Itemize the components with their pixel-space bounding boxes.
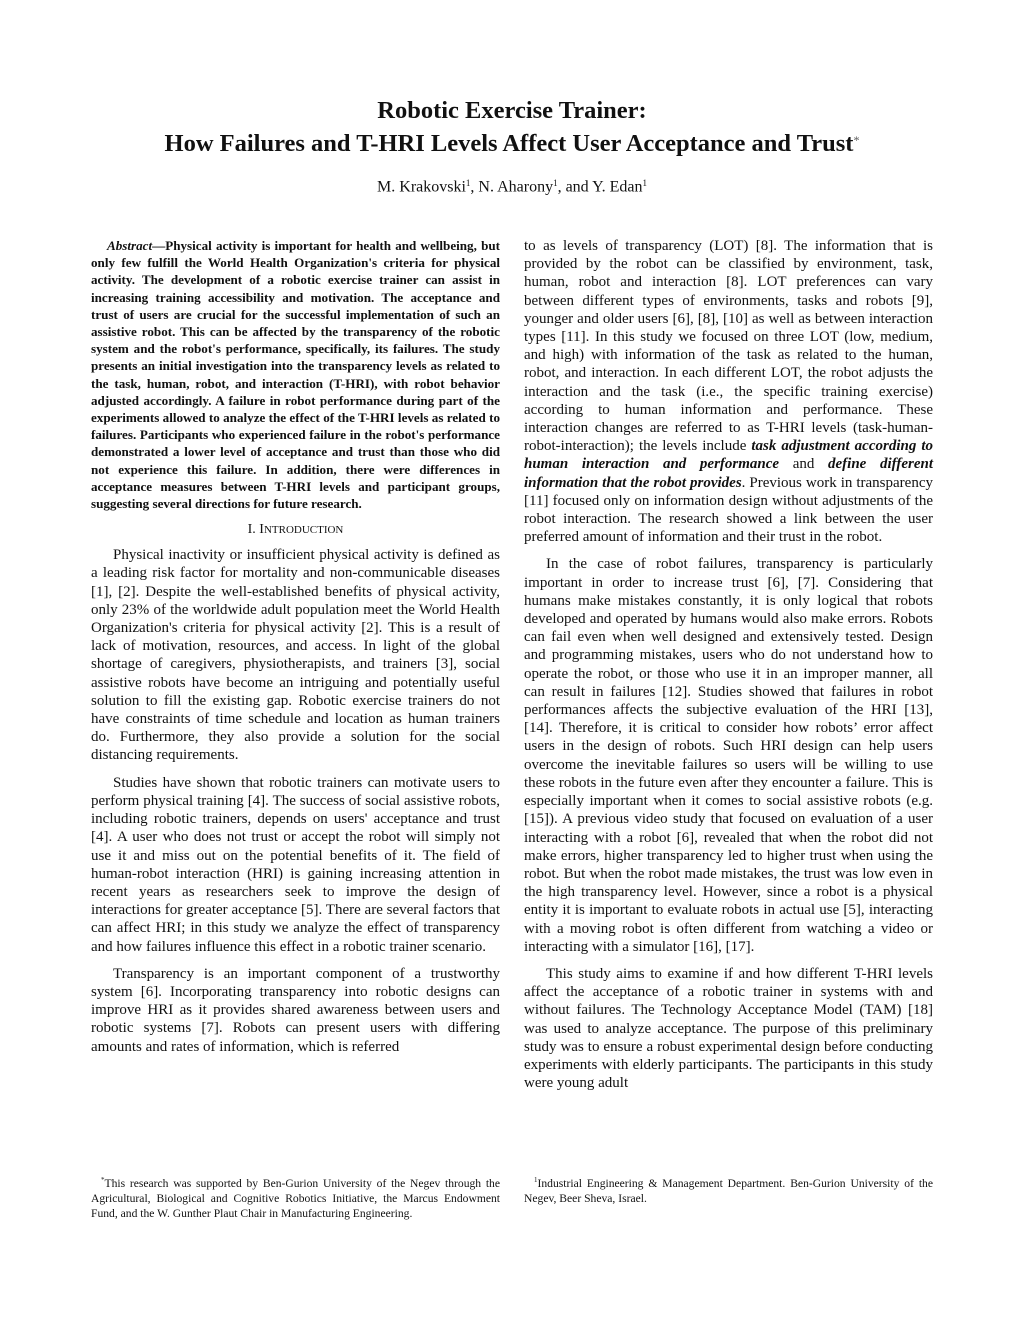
title-footnote-mark: * <box>853 133 860 147</box>
footnote-affiliation <box>524 1173 933 1206</box>
left-column <box>91 237 500 1065</box>
section-heading-introduction <box>91 521 500 539</box>
title-line1-text: Robotic Exercise Trainer: <box>377 97 647 124</box>
author-1-affiliation: 1 <box>465 178 471 188</box>
paper-title-line1 <box>0 94 1024 127</box>
footnote-funding <box>91 1173 500 1221</box>
author-2: , N. Aharony <box>470 178 554 196</box>
intro-paragraph-2: Studies have shown that robotic trainers can motivate users to perform physical training [4]. The success of social assistive robots, including robotic trainers, depends on users' acceptance and trust [4]. A user who does not trust or accept the robot will simply not use it and miss out on the potential benefits of it. The field of human-robot interaction (HRI) is gaining increasing attention in recent years as researchers seek to improve the design of interactions for greater acceptance [5]. There are several factors that can affect HRI; in this study we analyze the effect of transparency and how failures influence this effect in a robotic trainer scenario. <box>91 774 500 955</box>
p3-cont-mid: and <box>779 456 828 473</box>
intro-paragraph-5: This study aims to examine if and how different T-HRI levels affect the acceptance of a robotic trainer in systems with and without failures. The Technology Acceptance Model (TAM) [18] was used to analyze acceptance. The purpose of this preliminary study was to ensure a robust experimental design before conducting experiments with elderly participants. The participants in this study were young adult <box>524 965 933 1092</box>
title-line2-text: How Failures and T-HRI Levels Affect User Acceptance and Trust <box>164 130 854 158</box>
section-title-first-letter: I <box>259 522 264 538</box>
p3-cont-after: . Previous work in transparency [11] focused only on information design without adjustments of the robot interaction. The research showed a link between the user preferred amount of information and their trust in the robot. <box>524 474 933 546</box>
author-3-affiliation: 1 <box>642 178 647 188</box>
footnote-affiliation-text: Industrial Engineering & Management Department. Ben-Gurion University of the Negev, Beer Sheva, Israel. <box>524 1176 933 1205</box>
intro-paragraph-3-continued <box>524 237 933 546</box>
author-2-affiliation: 1 <box>553 178 558 188</box>
intro-paragraph-4: In the case of robot failures, transparency is particularly important in order to increase trust [6], [7]. Considering that humans make mistakes constantly, it is only logical that robots developed and operated by humans would also make errors. Robots can fail even when well designed and extensively tested. Design and programming mistakes, users who do not understand how to operate the robot, or those who use it in an improper manner, all can result in failures [12]. Studies showed that failures in robot performances affects the subjective evaluation of the HRI [13], [14]. Therefore, it is critical to consider how robots’ error affect users in the design of robots. Such HRI design can help users overcome the inevitable failures so users will be willing to use these robots in the future even after they encounter a failure. This is especially important when it comes to social assistive robots (e.g. [15]). A previous video study that focused on evaluation of a user interacting with a robot [6], revealed that when the robot did not make errors, higher transparency led to higher trust when using the robot. But when the robot made mistakes, the trust was low even in the high transparency level. However, since a robot is a physical entity it is important to evaluate robots in actual use [5], interacting with a moving robot is often different from watching a video or interacting with a simulator [16], [17]. <box>524 556 933 955</box>
abstract <box>91 237 500 512</box>
p3-cont-before: to as levels of transparency (LOT) [8]. The information that is provided by the robot can be classified by environment, task, human, robot and interaction [8]. LOT preferences can vary between different types of environments, tasks and robots [9], younger and older users [6], [8], [10] as well as between interaction types [11]. In this study we focused on three LOT (low, medium, and high) with information of the task as related to the human, robot, and interaction. In each different LOT, the robot adjusts the interaction and the task (i.e., the specific training exercise) according to human information and performance. These interaction changes are referred to as T-HRI levels (task-human-robot-interaction); the levels include <box>524 238 933 455</box>
emphasis-define-information: define different information that the robot provides <box>524 456 933 491</box>
author-1: M. Krakovski <box>377 178 466 196</box>
section-title-rest: NTRODUCTION <box>263 524 344 537</box>
intro-paragraph-1: Physical inactivity or insufficient physical activity is defined as a leading risk factor for mortality and non-communicable diseases [1], [2]. Despite the well-established benefits of physical activity, only 23% of the worldwide adult population meet the World Health Organization's criteria for physical activity [2]. This is a result of lack of motivation, resources, and access. In light of the global shortage of caregivers, physiotherapists, and trainers [3], social assistive robots have become an intriguing and potentially useful solution to fill the existing gap. Robotic exercise trainers do not have constraints of time schedule and location as human trainers do. Furthermore, they also provide a solution for the social distancing requirements. <box>91 547 500 764</box>
right-column <box>524 237 933 1101</box>
emphasis-task-adjustment: task adjustment according to human interaction and performance <box>524 438 933 473</box>
footnote-funding-mark: * <box>101 1176 105 1184</box>
paper-title-line2 <box>0 124 1024 160</box>
author-list <box>0 173 1024 197</box>
intro-paragraph-3: Transparency is an important component of a trustworthy system [6]. Incorporating transparency into robotic designs can improve HRI as it provides shared awareness between users and robotic systems [7]. Robots can present users with differing amounts and rates of information, which is referred <box>91 965 500 1055</box>
author-3: , and Y. Edan <box>557 178 643 196</box>
footnote-funding-text: This research was supported by Ben-Gurion University of the Negev through the Agricultural, Biological and Cognitive Robotics Initiative, the Marcus Endowment Fund, and the W. Gunther Plaut Chair in Manufacturing Engineering. <box>91 1176 500 1220</box>
abstract-label: Abstract <box>107 238 153 253</box>
footnote-affiliation-mark: 1 <box>534 1176 538 1184</box>
abstract-dash: — <box>152 238 166 253</box>
abstract-text: Physical activity is important for health and wellbeing, but only few fulfill the World Health Organization's criteria for physical activity. The development of a robotic exercise trainer can assist in increasing training accessibility and motivation. The acceptance and trust of users are crucial for the successful implementation of such an assistive robot. This can be affected by the transparency of the robotic system and the robot's performance, specifically, its failures. The study presents an initial investigation into the transparency levels as related to the task, human, robot, and interaction (T-HRI), with robot behavior adjusted accordingly. A failure in robot performance during part of the experiments allowed to analyze the effect of the T-HRI levels as related to failures. Participants who experienced failure in the robot's performance demonstrated a lower level of acceptance and trust than those who did not experience this failure. In addition, there were differences in acceptance measures between T-HRI levels and participant groups, suggesting several directions for future research. <box>91 238 500 512</box>
section-number: I. <box>247 522 256 538</box>
